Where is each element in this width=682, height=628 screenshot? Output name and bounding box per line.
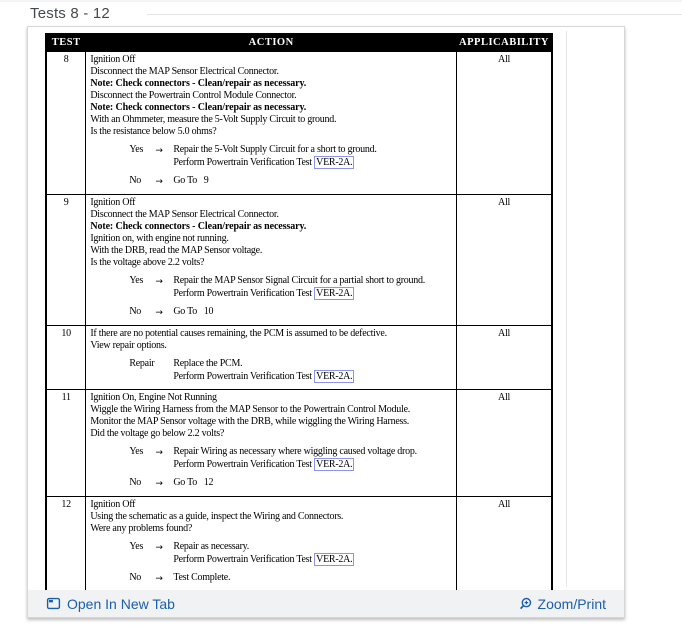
action-step: Ignition On, Engine Not Running: [90, 392, 217, 403]
col-header-test: TEST: [46, 34, 86, 52]
branch-results: [173, 477, 452, 489]
branch-label: Yes: [129, 275, 144, 286]
open-in-new-tab-icon: [46, 596, 61, 611]
branch-results: [173, 275, 452, 300]
branch-no: [129, 175, 452, 188]
branch-no: [129, 477, 452, 490]
col-header-applicability: APPLICABILITY: [457, 34, 552, 52]
branch-label: Repair: [129, 358, 155, 369]
table-row: [46, 497, 552, 593]
col-header-action: ACTION: [86, 34, 457, 52]
branch-results: [173, 144, 452, 169]
action-step: Ignition Off: [90, 197, 136, 208]
branch-label: Yes: [129, 446, 144, 457]
result-line: Perform Powertrain Verification Test VER-2A.: [173, 459, 353, 470]
result-line: Perform Powertrain Verification Test VER-2A.: [173, 371, 353, 382]
table-row: [46, 326, 552, 390]
branch-arrow-icon: →: [155, 543, 163, 553]
result-line: Repair the MAP Sensor Signal Circuit for a partial short to ground.: [173, 275, 426, 286]
zoom-print-button[interactable]: [518, 596, 606, 612]
action-step: Disconnect the MAP Sensor Electrical Connector.: [90, 209, 279, 220]
branch-label: No: [129, 572, 142, 583]
action-step: With an Ohmmeter, measure the 5-Volt Supply Circuit to ground.: [90, 114, 337, 125]
action-step: View repair options.: [90, 340, 167, 351]
action-step: Disconnect the MAP Sensor Electrical Connector.: [90, 66, 279, 77]
zoom-plus-icon: [518, 597, 532, 611]
branch-yes: [129, 446, 452, 471]
test-number-cell: 9: [46, 195, 86, 326]
test-number-cell: 10: [46, 326, 86, 390]
action-step: Is the voltage above 2.2 volts?: [90, 257, 205, 268]
action-cell: [86, 195, 457, 326]
branch-no: [129, 572, 452, 585]
action-cell: [86, 52, 457, 195]
ver-2a-link[interactable]: VER-2A.: [316, 459, 353, 470]
diagnostic-test-table: [45, 33, 553, 593]
table-row: [46, 390, 552, 497]
table-row: [46, 52, 552, 195]
branch-results: [173, 306, 452, 318]
action-step: Ignition Off: [90, 499, 136, 510]
action-cell: [86, 326, 457, 390]
result-line: Test Complete.: [173, 572, 231, 583]
page-top-divider: [0, 0, 682, 2]
branch-label: No: [129, 477, 142, 488]
result-line: Repair as necessary.: [173, 541, 250, 552]
viewer-toolbar: [28, 590, 624, 617]
action-step: If there are no potential causes remaining, the PCM is assumed to be defective.: [90, 328, 387, 339]
branch-results: [173, 446, 452, 471]
action-cell: [86, 390, 457, 497]
ver-2a-link[interactable]: VER-2A.: [316, 554, 353, 565]
test-table-body: [46, 52, 552, 593]
branch-arrow-icon: →: [155, 146, 163, 156]
branch-results: [173, 358, 452, 383]
branch-label: No: [129, 175, 142, 186]
action-step: Note: Check connectors - Clean/repair as necessary.: [90, 221, 307, 232]
branch-label: No: [129, 306, 142, 317]
branch-arrow-icon: [155, 358, 173, 359]
open-in-new-tab-button[interactable]: [46, 596, 175, 612]
result-line: Perform Powertrain Verification Test VER-2A.: [173, 157, 353, 168]
applicability-cell: All: [457, 52, 552, 195]
branch-arrow-icon: →: [155, 479, 163, 489]
content-pane-edge: [566, 31, 567, 587]
branch-results: [173, 572, 452, 584]
action-step: With the DRB, read the MAP Sensor voltage.: [90, 245, 263, 256]
table-header-row: [46, 34, 552, 52]
action-cell: [86, 497, 457, 593]
test-number-cell: 11: [46, 390, 86, 497]
action-step: Note: Check connectors - Clean/repair as necessary.: [90, 102, 307, 113]
action-step: Monitor the MAP Sensor voltage with the DRB, while wiggling the Wiring Harness.: [90, 416, 410, 427]
applicability-cell: All: [457, 497, 552, 593]
document-card: [27, 26, 625, 618]
branch-arrow-icon: →: [155, 308, 163, 318]
action-step: Did the voltage go below 2.2 volts?: [90, 428, 225, 439]
branch-label: Yes: [129, 144, 144, 155]
action-step: Ignition on, with engine not running.: [90, 233, 229, 244]
branch-yes: [129, 144, 452, 169]
branch-repair: [129, 358, 452, 383]
result-line: Repair the 5-Volt Supply Circuit for a short to ground.: [173, 144, 377, 155]
branch-yes: [129, 541, 452, 566]
test-number-cell: 12: [46, 497, 86, 593]
action-step: Is the resistance below 5.0 ohms?: [90, 126, 217, 137]
action-step: Wiggle the Wiring Harness from the MAP Sensor to the Powertrain Control Module.: [90, 404, 411, 415]
branch-yes: [129, 275, 452, 300]
action-step: Ignition Off: [90, 54, 136, 65]
title-rule: [147, 14, 682, 15]
branch-arrow-icon: →: [155, 277, 163, 287]
page-title: Tests 8 - 12: [30, 5, 110, 22]
table-row: [46, 195, 552, 326]
action-step: Using the schematic as a guide, inspect the Wiring and Connectors.: [90, 511, 344, 522]
branch-no: [129, 306, 452, 319]
result-line: Perform Powertrain Verification Test VER-2A.: [173, 554, 353, 565]
zoom-print-label: Zoom/Print: [537, 595, 606, 612]
branch-results: [173, 175, 452, 187]
result-line: Go To 12: [173, 477, 214, 488]
open-in-new-tab-label: Open In New Tab: [67, 595, 175, 612]
branch-results: [173, 541, 452, 566]
result-line: Go To 10: [173, 306, 214, 317]
ver-2a-link[interactable]: VER-2A.: [316, 157, 353, 168]
result-line: Repair Wiring as necessary where wiggling caused voltage drop.: [173, 446, 417, 457]
action-step: Disconnect the Powertrain Control Module Connector.: [90, 90, 297, 101]
action-step: Note: Check connectors - Clean/repair as necessary.: [90, 78, 307, 89]
action-step: Were any problems found?: [90, 523, 193, 534]
branch-label: Yes: [129, 541, 144, 552]
ver-2a-link[interactable]: VER-2A.: [316, 288, 353, 299]
applicability-cell: All: [457, 195, 552, 326]
result-line: Perform Powertrain Verification Test VER-2A.: [173, 288, 353, 299]
ver-2a-link[interactable]: VER-2A.: [316, 371, 353, 382]
applicability-cell: All: [457, 326, 552, 390]
applicability-cell: All: [457, 390, 552, 497]
branch-arrow-icon: →: [155, 448, 163, 458]
branch-arrow-icon: →: [155, 574, 163, 584]
result-line: Go To 9: [173, 175, 209, 186]
result-line: Replace the PCM.: [173, 358, 243, 369]
branch-arrow-icon: →: [155, 177, 163, 187]
test-number-cell: 8: [46, 52, 86, 195]
